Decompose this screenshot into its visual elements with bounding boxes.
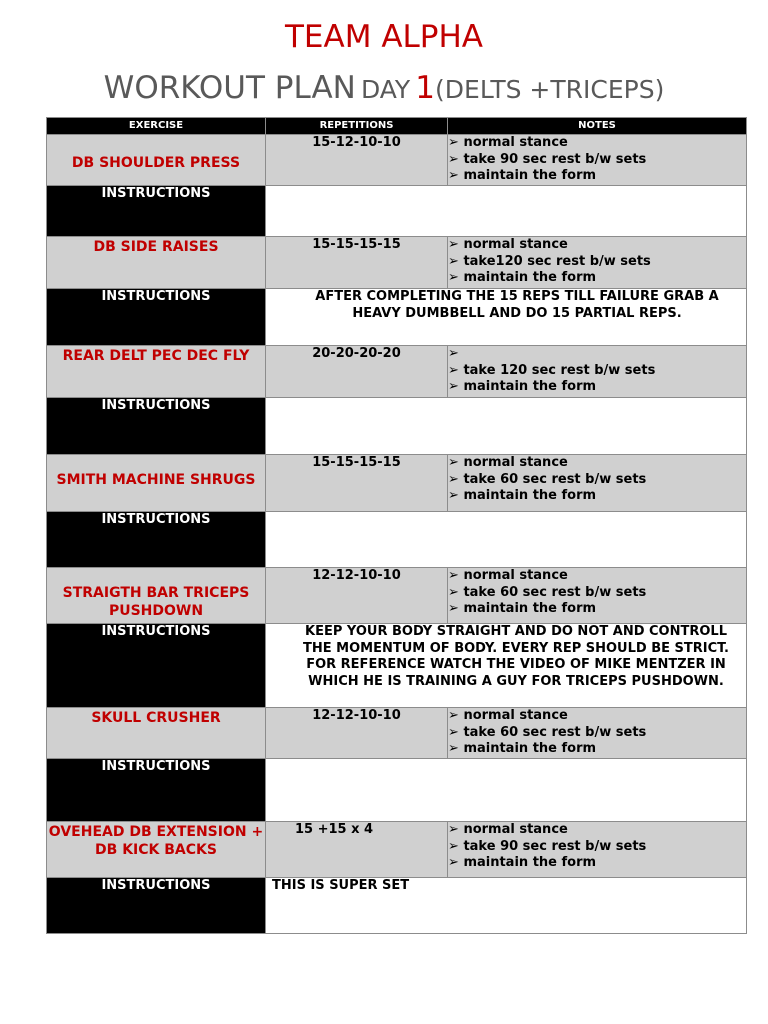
- instructions-row: [47, 398, 747, 455]
- bullet-arrow-icon: ➢: [448, 135, 459, 150]
- instructions-row: [47, 512, 747, 568]
- column-header-notes: NOTES: [448, 118, 747, 135]
- plan-subtitle: [0, 66, 768, 115]
- note-item: [448, 839, 746, 856]
- exercise-row: [47, 568, 747, 624]
- column-header-repetitions: REPETITIONS: [266, 118, 448, 135]
- instructions-row: [47, 624, 747, 708]
- bullet-arrow-icon: ➢: [448, 488, 459, 503]
- day-number: 1: [415, 70, 436, 106]
- note-text: maintain the form: [463, 601, 597, 616]
- bullet-arrow-icon: ➢: [448, 253, 459, 269]
- note-text: normal stance: [463, 237, 568, 252]
- exercise-notes: [448, 237, 747, 289]
- bullet-arrow-icon: ➢: [448, 822, 459, 837]
- note-item: [448, 152, 746, 169]
- exercise-name: STRAIGTH BAR TRICEPS PUSHDOWN: [47, 568, 266, 624]
- exercise-repetitions: 20-20-20-20: [266, 346, 448, 398]
- note-item: [448, 708, 746, 725]
- exercise-name: OVEHEAD DB EXTENSION + DB KICK BACKS: [47, 822, 266, 878]
- instructions-label: INSTRUCTIONS: [47, 759, 266, 822]
- note-item: [448, 725, 746, 742]
- instructions-text: [266, 512, 747, 568]
- bullet-arrow-icon: ➢: [448, 471, 459, 487]
- bullet-arrow-icon: ➢: [448, 838, 459, 854]
- note-text: maintain the form: [463, 270, 597, 285]
- note-item: [448, 568, 746, 585]
- note-text: maintain the form: [463, 855, 597, 870]
- exercise-repetitions: 12-12-10-10: [266, 708, 448, 759]
- exercise-row: [47, 237, 747, 289]
- column-header-exercise: EXERCISE: [47, 118, 266, 135]
- exercise-name: REAR DELT PEC DEC FLY: [47, 346, 266, 398]
- instructions-row: [47, 878, 747, 934]
- note-item: [448, 855, 746, 872]
- note-item: [448, 585, 746, 602]
- exercise-name: SKULL CRUSHER: [47, 708, 266, 759]
- note-item: [448, 472, 746, 489]
- bullet-arrow-icon: ➢: [448, 237, 459, 252]
- instructions-label: INSTRUCTIONS: [47, 289, 266, 346]
- instructions-text: [266, 398, 747, 455]
- bullet-arrow-icon: ➢: [448, 455, 459, 470]
- note-text: take 60 sec rest b/w sets: [463, 471, 647, 487]
- instructions-row: [47, 186, 747, 237]
- bullet-arrow-icon: ➢: [448, 724, 459, 740]
- plan-label: WORKOUT PLAN: [103, 70, 356, 106]
- instructions-label: INSTRUCTIONS: [47, 398, 266, 455]
- note-text: take 90 sec rest b/w sets: [463, 838, 647, 854]
- exercise-row: [47, 455, 747, 512]
- workout-table: [46, 117, 747, 934]
- note-item: [448, 270, 746, 287]
- note-text: take 90 sec rest b/w sets: [463, 151, 647, 167]
- exercise-row: [47, 346, 747, 398]
- note-text: normal stance: [463, 708, 568, 723]
- note-text: normal stance: [463, 822, 568, 837]
- note-item: [448, 488, 746, 505]
- note-text: maintain the form: [463, 488, 597, 503]
- note-text: normal stance: [463, 568, 568, 583]
- exercise-notes: [448, 822, 747, 878]
- exercise-notes: [448, 135, 747, 186]
- exercise-name: DB SIDE RAISES: [47, 237, 266, 289]
- note-item: [448, 822, 746, 839]
- note-text: take120 sec rest b/w sets: [463, 253, 651, 269]
- team-title: TEAM ALPHA: [284, 19, 484, 55]
- bullet-arrow-icon: ➢: [448, 584, 459, 600]
- bullet-arrow-icon: ➢: [448, 346, 459, 361]
- instructions-row: [47, 289, 747, 346]
- bullet-arrow-icon: ➢: [448, 362, 459, 378]
- instructions-label: INSTRUCTIONS: [47, 512, 266, 568]
- bullet-arrow-icon: ➢: [448, 270, 459, 285]
- instructions-label: INSTRUCTIONS: [47, 878, 266, 934]
- note-item: [448, 135, 746, 152]
- exercise-name: SMITH MACHINE SHRUGS: [47, 455, 266, 512]
- note-text: maintain the form: [463, 379, 597, 394]
- instructions-text: AFTER COMPLETING THE 15 REPS TILL FAILURE GRAB A HEAVY DUMBBELL AND DO 15 PARTIAL REPS.: [266, 289, 747, 346]
- bullet-arrow-icon: ➢: [448, 741, 459, 756]
- instructions-text: KEEP YOUR BODY STRAIGHT AND DO NOT AND CONTROLL THE MOMENTUM OF BODY. EVERY REP SHOULD BE STRICT. FOR REFERENCE WATCH THE VIDEO OF MIKE MENTZER IN WHICH HE IS TRAINING A GUY FOR TRICEPS PUSHDOWN.: [266, 624, 747, 708]
- exercise-notes: [448, 708, 747, 759]
- exercise-repetitions: 15-15-15-15: [266, 455, 448, 512]
- note-text: take 60 sec rest b/w sets: [463, 584, 647, 600]
- exercise-row: [47, 708, 747, 759]
- note-item: [448, 455, 746, 472]
- bullet-arrow-icon: ➢: [448, 601, 459, 616]
- note-item: [448, 379, 746, 396]
- instructions-label: INSTRUCTIONS: [47, 186, 266, 237]
- note-text: normal stance: [463, 135, 568, 150]
- exercise-notes: [448, 568, 747, 624]
- note-text: maintain the form: [463, 741, 597, 756]
- bullet-arrow-icon: ➢: [448, 708, 459, 723]
- bullet-arrow-icon: ➢: [448, 151, 459, 167]
- note-text: take 120 sec rest b/w sets: [463, 362, 656, 378]
- note-text: take 60 sec rest b/w sets: [463, 724, 647, 740]
- focus-label: (DELTS +TRICEPS): [435, 75, 665, 104]
- exercise-row: [47, 822, 747, 878]
- instructions-text: THIS IS SUPER SET: [266, 878, 747, 934]
- bullet-arrow-icon: ➢: [448, 568, 459, 583]
- instructions-label: INSTRUCTIONS: [47, 624, 266, 708]
- exercise-notes: [448, 455, 747, 512]
- note-item: [448, 346, 746, 363]
- note-item: [448, 601, 746, 618]
- exercise-repetitions: 15-15-15-15: [266, 237, 448, 289]
- note-item: [448, 363, 746, 380]
- exercise-repetitions: 15-12-10-10: [266, 135, 448, 186]
- exercise-name: DB SHOULDER PRESS: [47, 135, 266, 186]
- note-text: maintain the form: [463, 168, 597, 183]
- note-text: normal stance: [463, 455, 568, 470]
- exercise-repetitions: 15 +15 x 4: [266, 822, 448, 878]
- note-item: [448, 237, 746, 254]
- instructions-text: [266, 186, 747, 237]
- exercise-notes: [448, 346, 747, 398]
- table-header-row: [47, 118, 747, 135]
- bullet-arrow-icon: ➢: [448, 855, 459, 870]
- bullet-arrow-icon: ➢: [448, 379, 459, 394]
- instructions-text: [266, 759, 747, 822]
- note-item: [448, 168, 746, 185]
- bullet-arrow-icon: ➢: [448, 168, 459, 183]
- note-item: [448, 741, 746, 758]
- instructions-row: [47, 759, 747, 822]
- note-item: [448, 254, 746, 271]
- exercise-repetitions: 12-12-10-10: [266, 568, 448, 624]
- day-label: DAY: [360, 75, 411, 104]
- exercise-row: [47, 135, 747, 186]
